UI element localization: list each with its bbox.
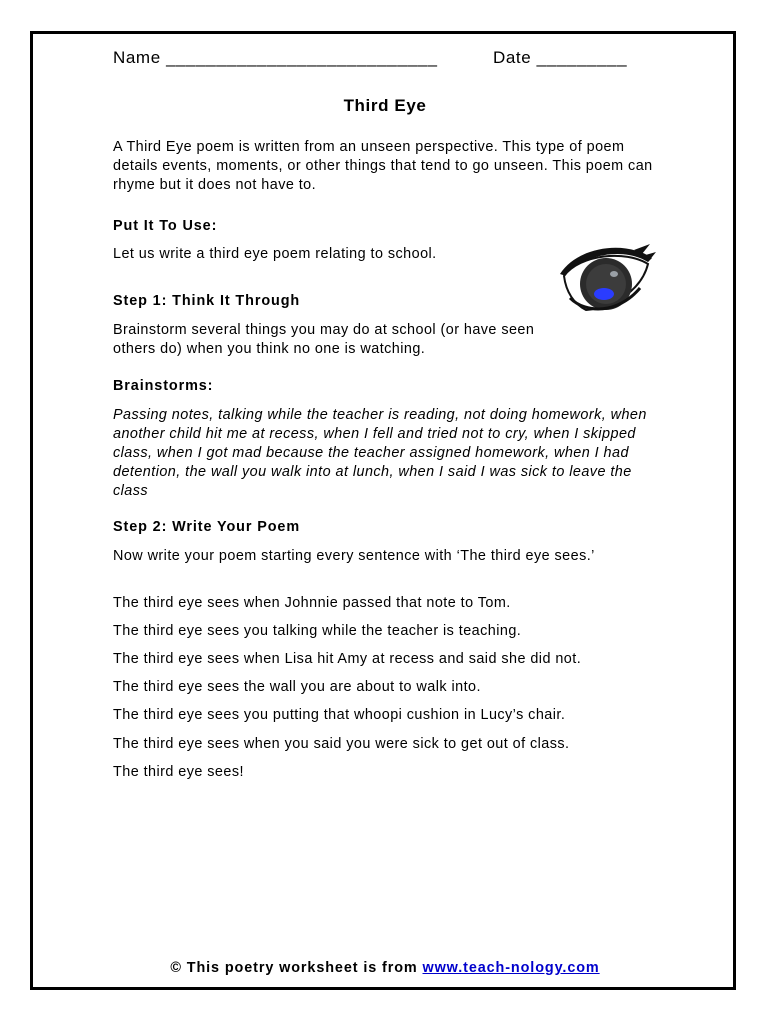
name-field-label: Name ___________________________ [113, 48, 438, 67]
poem-line: The third eye sees when you said you were sick to get out of class. [113, 736, 570, 752]
brainstorms-heading: Brainstorms: [113, 378, 214, 394]
put-it-to-use-text: Let us write a third eye poem relating to school. [113, 246, 437, 262]
put-it-to-use-heading: Put It To Use: [113, 218, 218, 234]
eye-icon [556, 244, 656, 316]
page-title: Third Eye [343, 96, 427, 115]
step2-text: Now write your poem starting every sentence with ‘The third eye sees.’ [113, 548, 595, 564]
poem-line: The third eye sees you talking while the teacher is teaching. [113, 623, 522, 639]
poem-line: The third eye sees when Johnnie passed that note to Tom. [113, 595, 511, 611]
date-field-label: Date _________ [493, 48, 628, 67]
step2-heading: Step 2: Write Your Poem [113, 519, 301, 535]
poem-line: The third eye sees the wall you are about to walk into. [113, 679, 481, 695]
teach-nology-link[interactable]: www.teach-nology.com [422, 960, 600, 976]
footer-credit [0, 960, 770, 976]
step1-text: Brainstorm several things you may do at school (or have seen others do) when you think no one is watching. [113, 322, 535, 357]
brainstorms-text: Passing notes, talking while the teacher is reading, not doing homework, when another child hit me at recess, when I fell and tried not to cry, when I skipped class, when I got mad because the teacher assigned homework, when I had detention, the wall you walk into at lunch, when I said I was sick to leave the class [113, 407, 647, 499]
footer-prefix: © This poetry worksheet is from [170, 960, 423, 976]
poem-line: The third eye sees you putting that whoopi cushion in Lucy’s chair. [113, 707, 566, 723]
poem-line: The third eye sees when Lisa hit Amy at recess and said she did not. [113, 651, 582, 667]
poem-line: The third eye sees! [113, 764, 244, 780]
step1-heading: Step 1: Think It Through [113, 293, 301, 309]
intro-paragraph: A Third Eye poem is written from an unseen perspective. This type of poem details events, moments, or other things that tend to go unseen. This poem can rhyme but it does not have to. [113, 139, 653, 193]
